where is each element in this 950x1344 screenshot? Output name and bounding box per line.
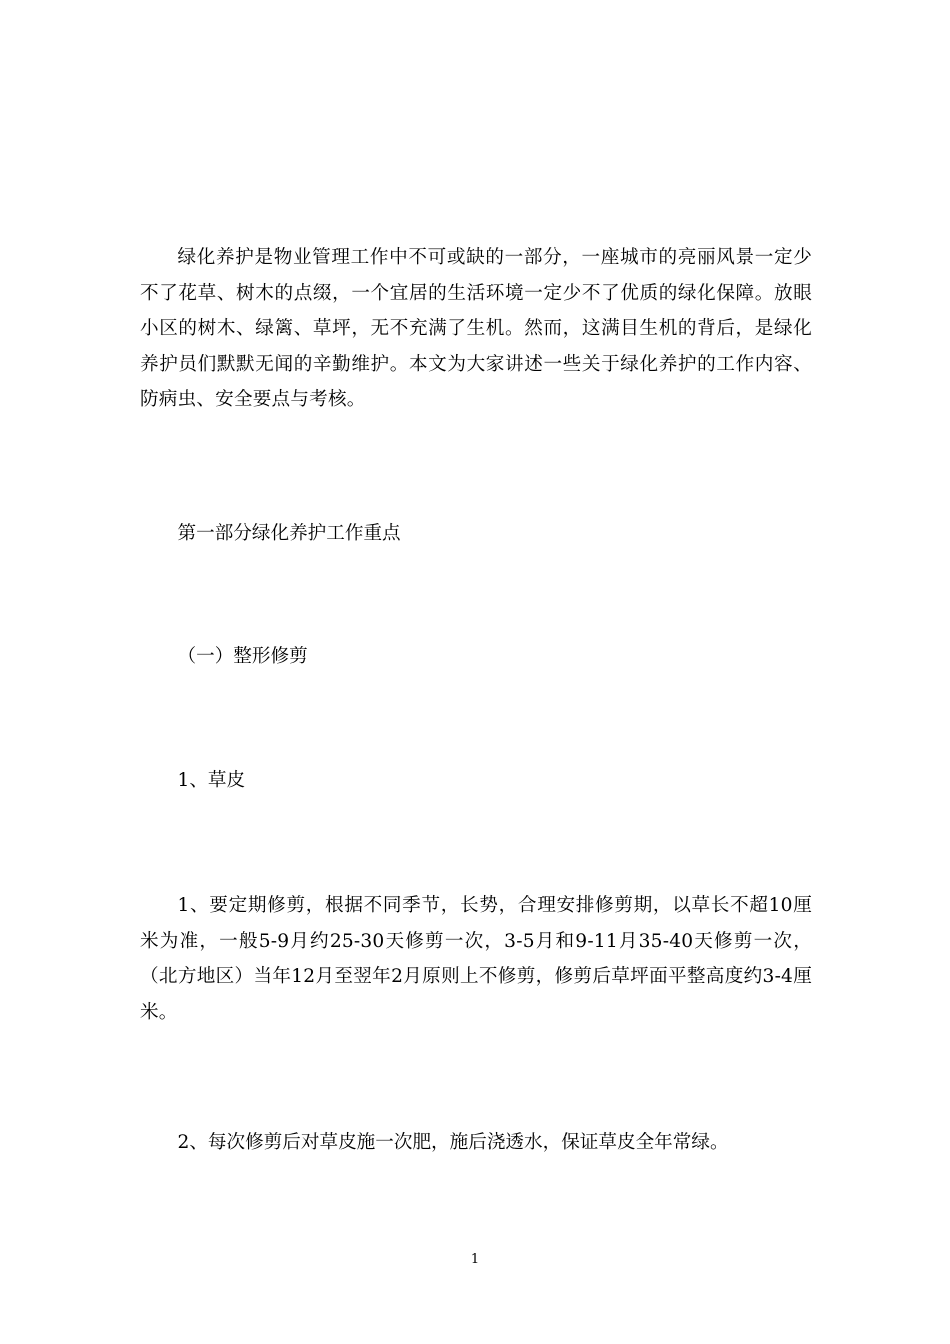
section-heading: （一）整形修剪	[177, 646, 308, 667]
item-paragraph-2: 2、每次修剪后对草皮施一次肥，施后浇透水，保证草皮全年常绿。	[177, 1132, 729, 1153]
page-number: 1	[470, 1252, 480, 1267]
part-heading: 第一部分绿化养护工作重点	[177, 523, 401, 544]
item-paragraph-1: 1、要定期修剪，根据不同季节，长势，合理安排修剪期，以草长不超10厘米为准，一般5-9月约25-30天修剪一次，3-5月和9-11月35-40天修剪一次，（北方地区）当年12月至翌年2月原则上不修剪，修剪后草坪面平整高度约3-4厘米。	[140, 895, 812, 1023]
subsection-heading: 1、草皮	[177, 770, 246, 791]
intro-paragraph: 绿化养护是物业管理工作中不可或缺的一部分，一座城市的亮丽风景一定少不了花草、树木的点缀，一个宜居的生活环境一定少不了优质的绿化保障。放眼小区的树木、绿篱、草坪，无不充满了生机。然而，这满目生机的背后，是绿化养护员们默默无闻的辛勤维护。本文为大家讲述一些关于绿化养护的工作内容、防病虫、安全要点与考核。	[140, 247, 812, 410]
